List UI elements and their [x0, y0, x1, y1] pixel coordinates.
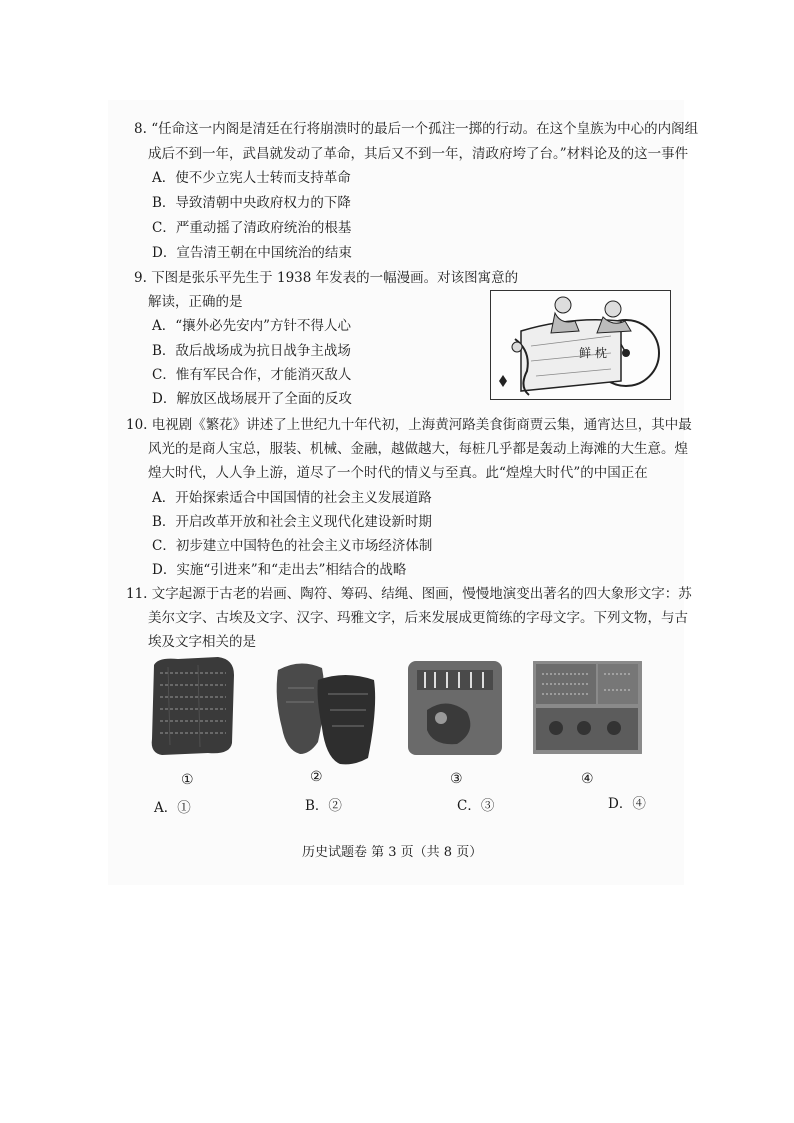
q11-stem-2: 美尔文字、古埃及文字、汉字、玛雅文字，后来发展成更简练的字母文字。下列文物，与古: [148, 610, 688, 626]
figure-label-2: ②: [310, 769, 323, 785]
q10-stem-2: 风光的是商人宝总，服装、机械、金融，越做越大，每桩几乎都是轰动上海滩的大生意。煌: [148, 441, 688, 457]
q11-option-d[interactable]: D．④: [608, 796, 646, 812]
q9-option-b[interactable]: B．敌后战场成为抗日战争主战场: [152, 343, 351, 359]
exam-page: [108, 100, 699, 885]
q10-number: 10.: [126, 417, 148, 433]
q11-option-b[interactable]: B．②: [305, 798, 342, 814]
q10-stem-3: 煌大时代，人人争上游，道尽了一个时代的情义与至真。此“煌煌大时代”的中国正在: [148, 465, 648, 481]
figure-label-3: ③: [450, 771, 463, 787]
q9-stem-2: 解读，正确的是: [148, 294, 243, 310]
artifact-4-painted-panel: [532, 660, 643, 755]
cartoon-illustration: [491, 291, 670, 399]
q8-stem-2: 成后不到一年，武昌就发动了革命，其后又不到一年，清政府垮了台。”材料论及的这一事件: [148, 146, 689, 162]
q8-option-d[interactable]: D．宣告清王朝在中国统治的结束: [152, 245, 352, 261]
q9-stem-1: 下图是张乐平先生于 1938 年发表的一幅漫画。对该图寓意的: [151, 270, 519, 286]
q10-option-c[interactable]: C．初步建立中国特色的社会主义市场经济体制: [152, 538, 433, 554]
cartoon-figure: [490, 290, 671, 400]
q8-option-b[interactable]: B．导致清朝中央政府权力的下降: [152, 195, 351, 211]
q10-stem-1: 电视剧《繁花》讲述了上世纪九十年代初，上海黄河路美食街商贾云集，通宵达旦，其中最: [151, 417, 692, 433]
q8-option-c[interactable]: C．严重动摇了清政府统治的根基: [152, 220, 352, 236]
q9-option-a[interactable]: A．“攘外必先安内”方针不得人心: [152, 318, 352, 334]
q11-number: 11.: [126, 586, 148, 602]
q11-option-a[interactable]: A．①: [154, 800, 191, 816]
figure-label-1: ①: [181, 772, 194, 788]
cartoon-label: 鲜 枕: [579, 346, 607, 360]
q11-line1: [126, 585, 692, 603]
q9-line1: [134, 269, 518, 287]
q11-option-c[interactable]: C．③: [457, 798, 495, 814]
figure-label-4: ④: [581, 771, 594, 787]
q10-line1: [126, 416, 692, 434]
artifact-1-cuneiform-tablet: [148, 655, 238, 757]
q9-number: 9.: [134, 270, 147, 286]
artifact-2-narmer-palettes: [270, 658, 382, 770]
q9-option-d[interactable]: D．解放区战场展开了全面的反攻: [152, 391, 352, 407]
artifact-3-egyptian-relief: [407, 660, 503, 756]
page-footer: 历史试题卷 第 3 页（共 8 页）: [302, 845, 483, 860]
q8-stem-1: “任命这一内阁是清廷在行将崩溃时的最后一个孤注一掷的行动。在这个皇族为中心的内阁组: [151, 121, 699, 137]
q9-option-c[interactable]: C．惟有军民合作，才能消灭敌人: [152, 367, 352, 383]
q10-option-a[interactable]: A．开始探索适合中国国情的社会主义发展道路: [152, 490, 432, 506]
q8-line1: [134, 120, 698, 138]
q8-option-a[interactable]: A．使不少立宪人士转而支持革命: [152, 170, 351, 186]
q8-number: 8.: [134, 121, 147, 137]
q10-option-b[interactable]: B．开启改革开放和社会主义现代化建设新时期: [152, 514, 432, 530]
q10-option-d[interactable]: D．实施“引进来”和“走出去”相结合的战略: [152, 562, 407, 578]
q11-stem-1: 文字起源于古老的岩画、陶符、筹码、结绳、图画，慢慢地演变出著名的四大象形文字：苏: [151, 586, 692, 602]
q11-stem-3: 埃及文字相关的是: [148, 634, 256, 650]
